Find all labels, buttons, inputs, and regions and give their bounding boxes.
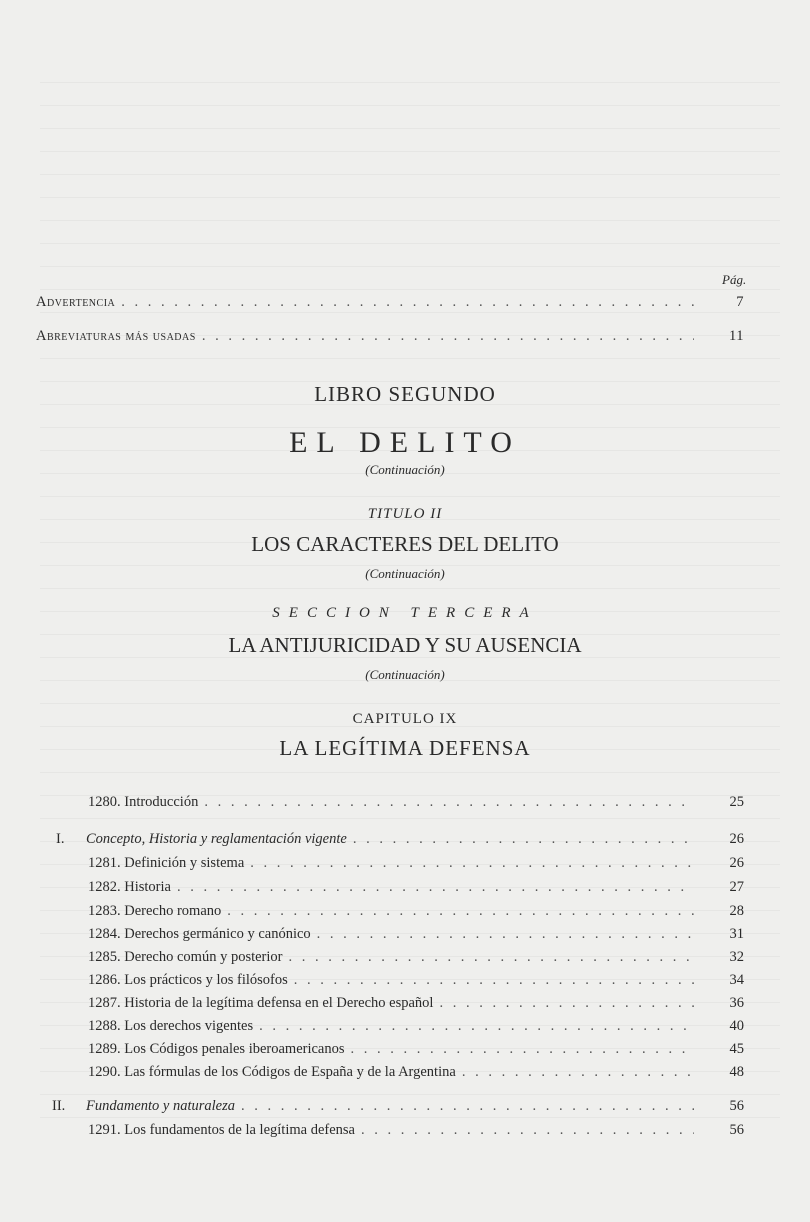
toc-label: 1289. Los Códigos penales iberoamericanos	[88, 1041, 345, 1057]
toc-section-number: I.	[56, 831, 65, 847]
continuation-note: (Continuación)	[365, 462, 445, 477]
leader-dots	[289, 949, 695, 966]
toc-row[interactable]	[88, 1122, 744, 1139]
leader-dots	[177, 879, 694, 896]
toc-page: 45	[729, 1041, 744, 1057]
toc-label: Concepto, Historia y reglamentación vigente	[86, 831, 347, 847]
toc-row[interactable]	[88, 995, 744, 1012]
leader-dots	[241, 1098, 694, 1115]
toc-page: 48	[729, 1064, 744, 1080]
leader-dots	[294, 972, 694, 989]
toc-page: 56	[729, 1122, 744, 1138]
toc-label: 1285. Derecho común y posterior	[88, 949, 283, 965]
toc-page: 34	[729, 972, 744, 988]
toc-page: 27	[729, 879, 744, 895]
toc-row-abreviaturas[interactable]	[36, 328, 744, 345]
toc-page: 11	[729, 328, 744, 344]
toc-label: 1281. Definición y sistema	[88, 855, 245, 871]
toc-row[interactable]	[88, 879, 744, 896]
title-number: TITULO II	[367, 506, 443, 522]
leader-dots	[259, 1018, 694, 1035]
continuation-note: (Continuación)	[365, 667, 445, 682]
toc-page: 7	[736, 294, 744, 310]
toc-row[interactable]	[88, 972, 744, 989]
leader-dots	[317, 926, 694, 943]
toc-section-row[interactable]	[56, 831, 744, 848]
toc-row[interactable]	[88, 903, 744, 920]
toc-label: 1284. Derechos germánico y canónico	[88, 926, 311, 942]
leader-dots	[439, 995, 694, 1012]
leader-dots	[353, 831, 694, 848]
toc-row[interactable]	[88, 949, 744, 966]
toc-label: 1290. Las fórmulas de los Códigos de España y de la Argentina	[88, 1064, 456, 1080]
toc-page: 25	[729, 794, 744, 810]
toc-section-number: II.	[52, 1098, 66, 1114]
section-heading: LA ANTIJURICIDAD Y SU AUSENCIA	[228, 633, 582, 657]
leader-dots	[121, 294, 694, 311]
leader-dots	[227, 903, 694, 920]
toc-label: 1286. Los prácticos y los filósofos	[88, 972, 288, 988]
toc-row[interactable]	[88, 1018, 744, 1035]
toc-label: 1283. Derecho romano	[88, 903, 222, 919]
section-number: SECCION TERCERA	[272, 605, 538, 621]
leader-dots	[361, 1122, 694, 1139]
toc-page: 31	[729, 926, 744, 942]
toc-row-advertencia[interactable]	[36, 294, 744, 311]
continuation-note: (Continuación)	[365, 566, 445, 581]
toc-row[interactable]	[88, 794, 744, 811]
chapter-heading: LA LEGÍTIMA DEFENSA	[279, 736, 531, 760]
part-heading: EL DELITO	[289, 426, 521, 459]
title-heading: LOS CARACTERES DEL DELITO	[251, 532, 559, 556]
book-heading: LIBRO SEGUNDO	[314, 382, 496, 406]
toc-row[interactable]	[88, 855, 744, 872]
chapter-number: CAPITULO IX	[352, 711, 458, 727]
leader-dots	[351, 1041, 694, 1058]
toc-page: 40	[729, 1018, 744, 1034]
toc-label: 1288. Los derechos vigentes	[88, 1018, 254, 1034]
leader-dots	[250, 855, 694, 872]
toc-label: 1287. Historia de la legítima defensa en el Derecho español	[88, 995, 434, 1011]
toc-label: 1291. Los fundamentos de la legítima defensa	[88, 1122, 355, 1138]
leader-dots	[204, 794, 694, 811]
toc-label: 1282. Historia	[88, 879, 171, 895]
toc-page: 26	[729, 855, 744, 871]
toc-row[interactable]	[88, 1064, 744, 1081]
toc-label: 1280. Introducción	[88, 794, 199, 810]
toc-page: 56	[729, 1098, 744, 1114]
toc-label: Abreviaturas más usadas	[36, 328, 196, 344]
toc-section-row[interactable]	[52, 1098, 744, 1115]
page-column-label: Pág.	[722, 272, 747, 287]
toc-label: Advertencia	[36, 294, 116, 310]
toc-page: 28	[729, 903, 744, 919]
leader-dots	[462, 1064, 694, 1081]
toc-row[interactable]	[88, 1041, 744, 1058]
toc-label: Fundamento y naturaleza	[86, 1098, 236, 1114]
toc-page: 26	[729, 831, 744, 847]
toc-page: 32	[729, 949, 744, 965]
toc-page: 36	[729, 995, 744, 1011]
toc-row[interactable]	[88, 926, 744, 943]
leader-dots	[202, 328, 694, 345]
